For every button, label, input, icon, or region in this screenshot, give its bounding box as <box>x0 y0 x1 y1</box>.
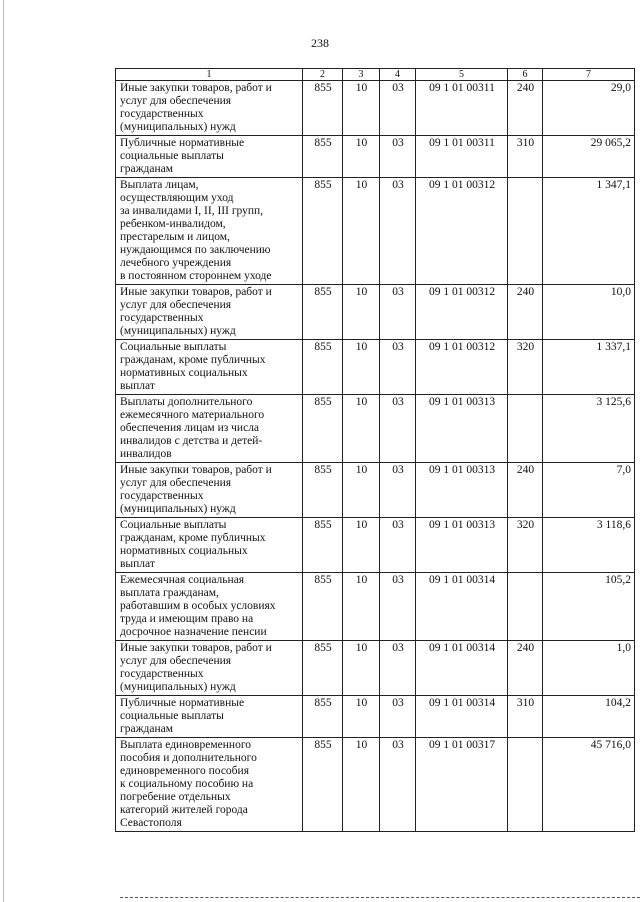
target-article-cell: 09 1 01 00314 <box>416 641 508 696</box>
expense-type-cell <box>508 738 543 832</box>
table-row <box>116 518 635 573</box>
target-article-cell: 09 1 01 00314 <box>416 573 508 641</box>
target-article-cell: 09 1 01 00313 <box>416 395 508 463</box>
expense-type-cell: 310 <box>508 696 543 738</box>
subsection-code-cell: 03 <box>380 178 416 285</box>
item-name-cell: Социальные выплаты гражданам, кроме публичных нормативных социальных выплат <box>116 518 303 573</box>
section-code-cell: 10 <box>343 136 380 178</box>
amount-cell: 45 716,0 <box>543 738 635 832</box>
table-row <box>116 81 635 136</box>
target-article-cell: 09 1 01 00312 <box>416 340 508 395</box>
expense-type-cell: 240 <box>508 285 543 340</box>
ministry-code-cell: 855 <box>303 518 343 573</box>
expense-type-cell: 310 <box>508 136 543 178</box>
column-header: 3 <box>343 69 380 81</box>
amount-cell: 1 347,1 <box>543 178 635 285</box>
item-name-cell: Выплата лицам, осуществляющим уход за инвалидами I, II, III групп, ребенком-инвалидом, престарелым и лицом, нуждающимся по заключению лечебного учреждения в постоянном стороннем уходе <box>116 178 303 285</box>
section-code-cell: 10 <box>343 81 380 136</box>
section-code-cell: 10 <box>343 738 380 832</box>
amount-cell: 10,0 <box>543 285 635 340</box>
bottom-rule <box>120 897 640 898</box>
subsection-code-cell: 03 <box>380 641 416 696</box>
table-row <box>116 696 635 738</box>
column-header: 6 <box>508 69 543 81</box>
table-row <box>116 395 635 463</box>
amount-cell: 105,2 <box>543 573 635 641</box>
budget-table <box>115 68 635 832</box>
subsection-code-cell: 03 <box>380 395 416 463</box>
section-code-cell: 10 <box>343 285 380 340</box>
item-name-cell: Иные закупки товаров, работ и услуг для обеспечения государственных (муниципальных) нужд <box>116 641 303 696</box>
table-body <box>116 81 635 832</box>
expense-type-cell: 240 <box>508 463 543 518</box>
ministry-code-cell: 855 <box>303 641 343 696</box>
target-article-cell: 09 1 01 00312 <box>416 285 508 340</box>
ministry-code-cell: 855 <box>303 463 343 518</box>
subsection-code-cell: 03 <box>380 738 416 832</box>
expense-type-cell: 240 <box>508 81 543 136</box>
subsection-code-cell: 03 <box>380 340 416 395</box>
subsection-code-cell: 03 <box>380 81 416 136</box>
ministry-code-cell: 855 <box>303 696 343 738</box>
section-code-cell: 10 <box>343 340 380 395</box>
item-name-cell: Публичные нормативные социальные выплаты гражданам <box>116 696 303 738</box>
expense-type-cell: 320 <box>508 340 543 395</box>
item-name-cell: Публичные нормативные социальные выплаты гражданам <box>116 136 303 178</box>
item-name-cell: Социальные выплаты гражданам, кроме публичных нормативных социальных выплат <box>116 340 303 395</box>
expense-type-cell: 240 <box>508 641 543 696</box>
target-article-cell: 09 1 01 00313 <box>416 518 508 573</box>
item-name-cell: Выплаты дополнительного ежемесячного материального обеспечения лицам из числа инвалидов с детства и детей- инвалидов <box>116 395 303 463</box>
ministry-code-cell: 855 <box>303 136 343 178</box>
table-row <box>116 178 635 285</box>
subsection-code-cell: 03 <box>380 136 416 178</box>
ministry-code-cell: 855 <box>303 340 343 395</box>
ministry-code-cell: 855 <box>303 395 343 463</box>
item-name-cell: Иные закупки товаров, работ и услуг для обеспечения государственных (муниципальных) нужд <box>116 81 303 136</box>
table-row <box>116 463 635 518</box>
amount-cell: 7,0 <box>543 463 635 518</box>
subsection-code-cell: 03 <box>380 573 416 641</box>
expense-type-cell <box>508 573 543 641</box>
amount-cell: 104,2 <box>543 696 635 738</box>
page-number: 238 <box>311 36 329 50</box>
section-code-cell: 10 <box>343 641 380 696</box>
ministry-code-cell: 855 <box>303 81 343 136</box>
target-article-cell: 09 1 01 00311 <box>416 136 508 178</box>
table-row <box>116 738 635 832</box>
section-code-cell: 10 <box>343 178 380 285</box>
expense-type-cell <box>508 178 543 285</box>
amount-cell: 1,0 <box>543 641 635 696</box>
amount-cell: 29,0 <box>543 81 635 136</box>
column-header: 2 <box>303 69 343 81</box>
amount-cell: 3 118,6 <box>543 518 635 573</box>
item-name-cell: Иные закупки товаров, работ и услуг для обеспечения государственных (муниципальных) нужд <box>116 463 303 518</box>
ministry-code-cell: 855 <box>303 573 343 641</box>
table-row <box>116 573 635 641</box>
column-header: 7 <box>543 69 635 81</box>
header-row <box>116 69 635 81</box>
subsection-code-cell: 03 <box>380 518 416 573</box>
table-row <box>116 136 635 178</box>
ministry-code-cell: 855 <box>303 738 343 832</box>
amount-cell: 3 125,6 <box>543 395 635 463</box>
subsection-code-cell: 03 <box>380 463 416 518</box>
item-name-cell: Ежемесячная социальная выплата гражданам, работавшим в особых условиях труда и имеющим право на досрочное назначение пенсии <box>116 573 303 641</box>
column-header: 5 <box>416 69 508 81</box>
target-article-cell: 09 1 01 00314 <box>416 696 508 738</box>
target-article-cell: 09 1 01 00317 <box>416 738 508 832</box>
section-code-cell: 10 <box>343 395 380 463</box>
expense-type-cell <box>508 395 543 463</box>
amount-cell: 1 337,1 <box>543 340 635 395</box>
item-name-cell: Иные закупки товаров, работ и услуг для обеспечения государственных (муниципальных) нужд <box>116 285 303 340</box>
target-article-cell: 09 1 01 00311 <box>416 81 508 136</box>
table-row <box>116 641 635 696</box>
subsection-code-cell: 03 <box>380 696 416 738</box>
table-row <box>116 340 635 395</box>
column-header: 1 <box>116 69 303 81</box>
scan-edge-line <box>3 0 4 902</box>
ministry-code-cell: 855 <box>303 178 343 285</box>
ministry-code-cell: 855 <box>303 285 343 340</box>
expense-type-cell: 320 <box>508 518 543 573</box>
column-header: 4 <box>380 69 416 81</box>
item-name-cell: Выплата единовременного пособия и дополнительного единовременного пособия к социальному пособию на погребение отдельных категорий жителей города Севастополя <box>116 738 303 832</box>
target-article-cell: 09 1 01 00312 <box>416 178 508 285</box>
table-row <box>116 285 635 340</box>
section-code-cell: 10 <box>343 573 380 641</box>
section-code-cell: 10 <box>343 463 380 518</box>
section-code-cell: 10 <box>343 696 380 738</box>
target-article-cell: 09 1 01 00313 <box>416 463 508 518</box>
subsection-code-cell: 03 <box>380 285 416 340</box>
section-code-cell: 10 <box>343 518 380 573</box>
amount-cell: 29 065,2 <box>543 136 635 178</box>
